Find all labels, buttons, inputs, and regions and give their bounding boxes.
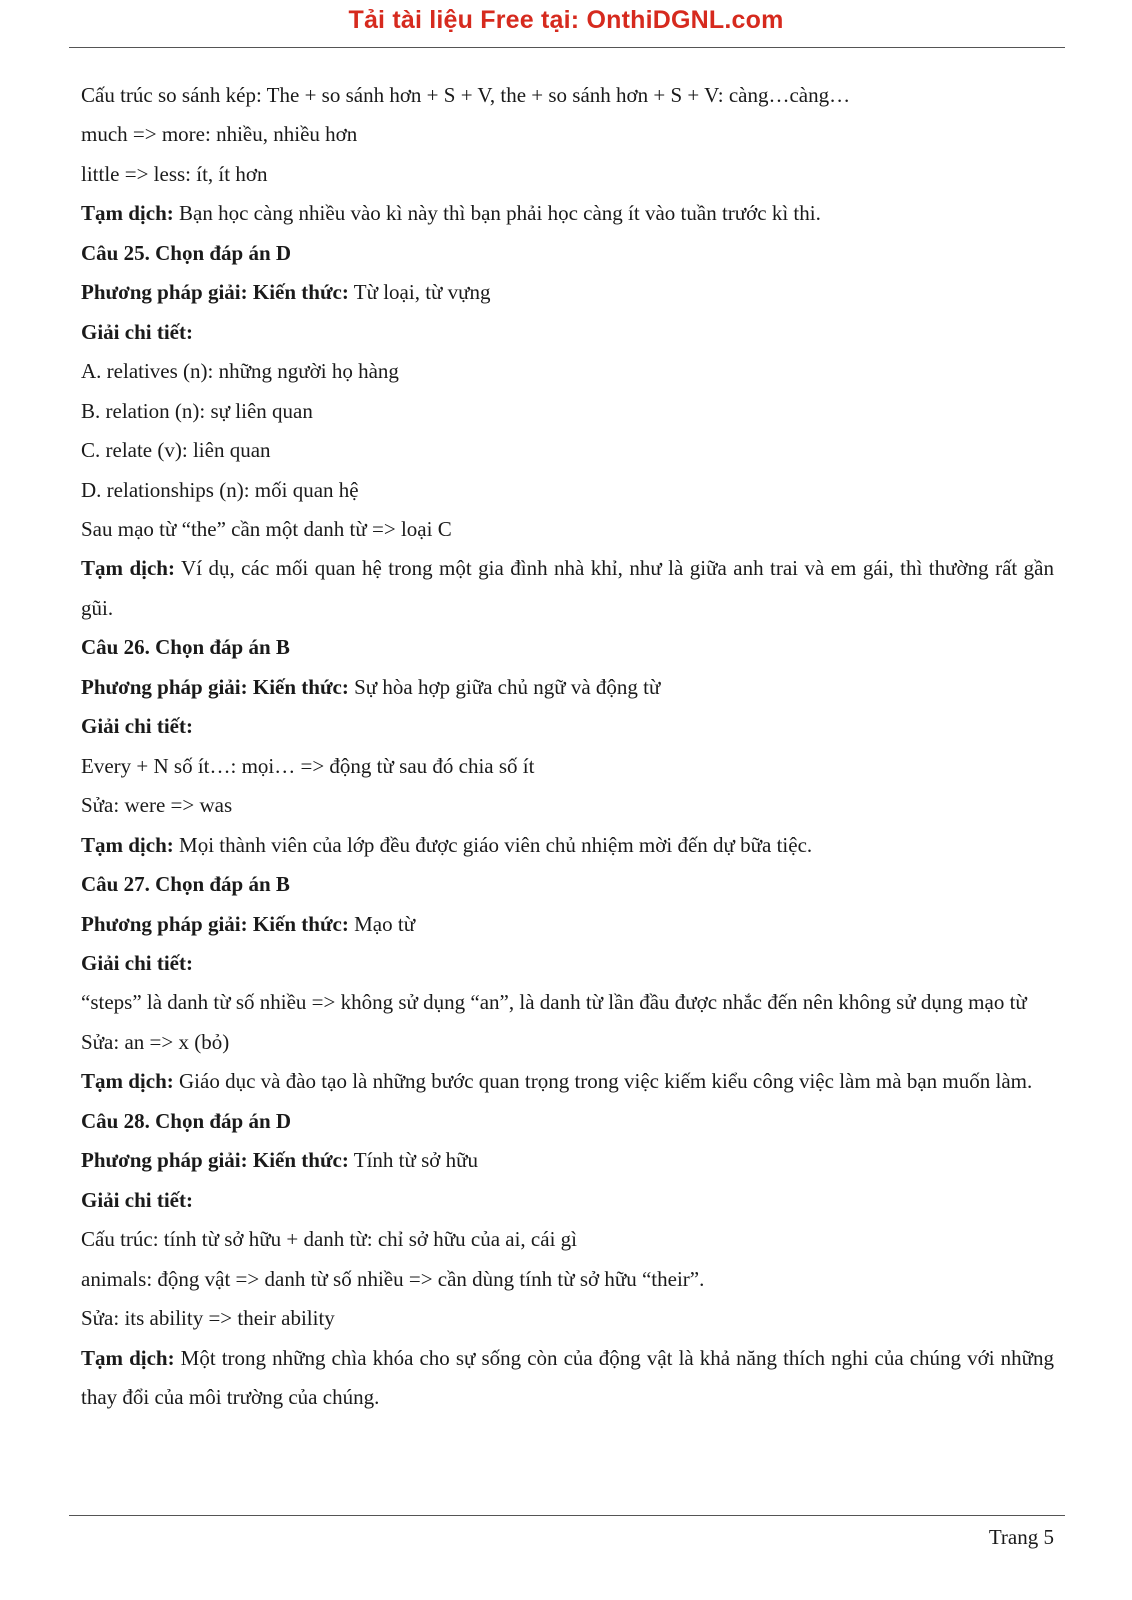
text-line [81, 1260, 1054, 1299]
text-line [81, 983, 1054, 1022]
text-line [81, 944, 1054, 983]
bold-label: Phương pháp giải: Kiến thức: [81, 1148, 349, 1173]
line-text: Tính từ sở hữu [348, 1148, 479, 1173]
bold-label: Phương pháp giải: Kiến thức: [81, 280, 349, 305]
bold-label: Câu 28. Chọn đáp án D [81, 1108, 292, 1133]
bold-label: Câu 25. Chọn đáp án D [81, 240, 292, 265]
text-line [81, 549, 1060, 628]
line-text: Sửa: an => x (bỏ) [81, 1029, 230, 1054]
text-line [81, 115, 1054, 154]
document-body [81, 76, 1060, 1417]
line-text: Một trong những chìa khóa cho sự sống còn của động vật là khả năng thích nghi của chúng với những thay đổi của môi trường của chúng. [81, 1345, 1060, 1409]
line-text: C. relate (v): liên quan [81, 438, 271, 463]
line-text: A. relatives (n): những người họ hàng [81, 359, 399, 384]
line-text: animals: động vật => danh từ số nhiều => cần dùng tính từ sở hữu “their”. [81, 1266, 705, 1291]
text-line [81, 1062, 1054, 1101]
page-number: Trang 5 [988, 1525, 1054, 1549]
bold-label: Giải chi tiết: [81, 319, 193, 344]
bold-label: Tạm dịch: [81, 1069, 174, 1094]
line-text: Cấu trúc so sánh kép: The + so sánh hơn + S + V, the + so sánh hơn + S + V: càng…càng… [81, 83, 851, 107]
text-line [81, 1181, 1054, 1220]
line-text: B. relation (n): sự liên quan [81, 398, 313, 423]
text-line [81, 747, 1054, 786]
line-text: little => less: ít, ít hơn [81, 161, 268, 186]
line-text: Sửa: its ability => their ability [81, 1306, 335, 1331]
line-text: D. relationships (n): mối quan hệ [81, 477, 359, 502]
text-line [81, 273, 1054, 312]
text-line [81, 1220, 1054, 1259]
text-line [81, 668, 1054, 707]
text-line [81, 471, 1054, 510]
line-text: Cấu trúc: tính từ sở hữu + danh từ: chỉ sở hữu của ai, cái gì [81, 1227, 577, 1252]
text-line [81, 431, 1054, 470]
text-line [81, 1141, 1054, 1180]
text-line [81, 865, 1054, 904]
bold-label: Câu 26. Chọn đáp án B [81, 635, 290, 660]
bold-label: Phương pháp giải: Kiến thức: [81, 911, 349, 936]
text-line [81, 1102, 1054, 1141]
bold-label: Tạm dịch: [81, 832, 174, 857]
bold-label: Tạm dịch: [81, 1345, 175, 1370]
line-text: Giáo dục và đào tạo là những bước quan trọng trong việc kiếm kiểu công việc làm mà bạn muốn làm. [173, 1069, 1033, 1094]
line-text: Sự hòa hợp giữa chủ ngữ và động từ [348, 674, 661, 699]
header-title: Tải tài liệu Free tại: OnthiDGNL.com [348, 6, 784, 34]
text-line [81, 155, 1054, 194]
text-line [81, 826, 1054, 865]
text-line [81, 76, 1054, 115]
line-text: Bạn học càng nhiều vào kì này thì bạn phải học càng ít vào tuần trước kì thi. [173, 201, 821, 226]
text-line [81, 1299, 1054, 1338]
text-line [81, 1339, 1060, 1418]
footer-divider [69, 1515, 1065, 1516]
text-line [81, 1023, 1054, 1062]
bold-label: Giải chi tiết: [81, 714, 193, 739]
text-line [81, 194, 1054, 233]
bold-label: Tạm dịch: [81, 556, 175, 581]
text-line [81, 786, 1054, 825]
line-text: Mạo từ [348, 911, 416, 936]
text-line [81, 313, 1054, 352]
text-line [81, 392, 1054, 431]
line-text: Sửa: were => was [81, 793, 233, 818]
header-divider [69, 47, 1065, 48]
text-line [81, 510, 1054, 549]
line-text: Every + N số ít…: mọi… => động từ sau đó chia số ít [81, 753, 535, 778]
bold-label: Phương pháp giải: Kiến thức: [81, 674, 349, 699]
bold-label: Giải chi tiết: [81, 1187, 193, 1212]
text-line [81, 234, 1054, 273]
line-text: Mọi thành viên của lớp đều được giáo viên chủ nhiệm mời đến dự bữa tiệc. [173, 832, 813, 857]
bold-label: Câu 27. Chọn đáp án B [81, 872, 290, 897]
text-line [81, 707, 1054, 746]
line-text: “steps” là danh từ số nhiều => không sử dụng “an”, là danh từ lần đầu được nhắc đến nên không sử dụng mạo từ [81, 990, 1027, 1015]
text-line [81, 628, 1054, 667]
text-line [81, 352, 1054, 391]
line-text: much => more: nhiều, nhiều hơn [81, 122, 358, 147]
line-text: Sau mạo từ “the” cần một danh từ => loại C [81, 516, 452, 541]
text-line [81, 905, 1054, 944]
line-text: Ví dụ, các mối quan hệ trong một gia đình nhà khỉ, như là giữa anh trai và em gái, thì thường rất gần gũi. [81, 556, 1060, 620]
bold-label: Tạm dịch: [81, 201, 174, 226]
bold-label: Giải chi tiết: [81, 950, 193, 975]
line-text: Từ loại, từ vựng [348, 280, 491, 305]
